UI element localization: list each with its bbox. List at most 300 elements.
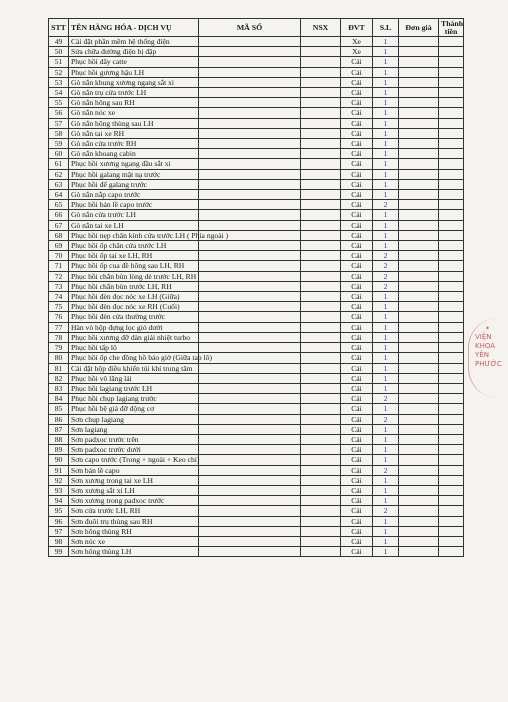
row-code bbox=[199, 118, 301, 128]
row-total bbox=[439, 475, 464, 485]
row-code bbox=[199, 292, 301, 302]
row-price bbox=[399, 281, 439, 291]
row-stt: 77 bbox=[49, 322, 69, 332]
row-sl: 1 bbox=[373, 57, 399, 67]
row-code bbox=[199, 322, 301, 332]
table-row bbox=[49, 98, 464, 108]
row-name: Gò nắn tai xe RH bbox=[69, 128, 199, 138]
row-name: Sơn lagiang bbox=[69, 424, 199, 434]
row-code bbox=[199, 159, 301, 169]
row-price bbox=[399, 57, 439, 67]
row-price bbox=[399, 302, 439, 312]
row-name: Sơn chụp lagiang bbox=[69, 414, 199, 424]
row-name: Phục hồi vô lăng lái bbox=[69, 373, 199, 383]
header-nsx: NSX bbox=[301, 19, 341, 37]
row-code bbox=[199, 363, 301, 373]
row-code bbox=[199, 445, 301, 455]
row-total bbox=[439, 322, 464, 332]
row-price bbox=[399, 363, 439, 373]
row-price bbox=[399, 332, 439, 342]
row-stt: 76 bbox=[49, 312, 69, 322]
row-name: Phục hồi bệ giá đỡ động cơ bbox=[69, 404, 199, 414]
row-code bbox=[199, 47, 301, 57]
row-dvt: Cái bbox=[341, 200, 373, 210]
row-dvt: Cái bbox=[341, 383, 373, 393]
row-name: Sửa chữa đường điện bị đập bbox=[69, 47, 199, 57]
table-row bbox=[49, 37, 464, 47]
row-dvt: Cái bbox=[341, 465, 373, 475]
row-stt: 81 bbox=[49, 363, 69, 373]
row-nsx bbox=[301, 404, 341, 414]
row-code bbox=[199, 57, 301, 67]
row-stt: 82 bbox=[49, 373, 69, 383]
row-sl: 1 bbox=[373, 67, 399, 77]
row-name: Gò nắn khoang cabin bbox=[69, 149, 199, 159]
row-dvt: Cái bbox=[341, 526, 373, 536]
row-nsx bbox=[301, 118, 341, 128]
row-stt: 67 bbox=[49, 220, 69, 230]
row-code bbox=[199, 414, 301, 424]
row-dvt: Cái bbox=[341, 353, 373, 363]
row-total bbox=[439, 179, 464, 189]
row-sl: 1 bbox=[373, 241, 399, 251]
row-total bbox=[439, 190, 464, 200]
table-row bbox=[49, 516, 464, 526]
table-row bbox=[49, 485, 464, 495]
row-stt: 57 bbox=[49, 118, 69, 128]
table-row bbox=[49, 343, 464, 353]
row-nsx bbox=[301, 485, 341, 495]
row-nsx bbox=[301, 465, 341, 475]
row-dvt: Xe bbox=[341, 47, 373, 57]
row-sl: 1 bbox=[373, 485, 399, 495]
row-nsx bbox=[301, 47, 341, 57]
row-nsx bbox=[301, 271, 341, 281]
row-nsx bbox=[301, 210, 341, 220]
row-sl: 1 bbox=[373, 98, 399, 108]
row-price bbox=[399, 404, 439, 414]
row-price bbox=[399, 37, 439, 47]
table-row bbox=[49, 322, 464, 332]
row-total bbox=[439, 526, 464, 536]
row-nsx bbox=[301, 88, 341, 98]
row-stt: 88 bbox=[49, 434, 69, 444]
row-total bbox=[439, 485, 464, 495]
row-name: Phục hồi ốp che đồng hồ báo giờ (Giữa tap lô) bbox=[69, 353, 199, 363]
row-nsx bbox=[301, 67, 341, 77]
row-total bbox=[439, 414, 464, 424]
row-code bbox=[199, 536, 301, 546]
row-price bbox=[399, 88, 439, 98]
row-nsx bbox=[301, 281, 341, 291]
row-dvt: Cái bbox=[341, 67, 373, 77]
red-stamp bbox=[468, 318, 508, 398]
row-nsx bbox=[301, 292, 341, 302]
row-nsx bbox=[301, 77, 341, 87]
table-row bbox=[49, 414, 464, 424]
row-price bbox=[399, 434, 439, 444]
row-nsx bbox=[301, 159, 341, 169]
table-row bbox=[49, 465, 464, 475]
table-row bbox=[49, 251, 464, 261]
row-dvt: Cái bbox=[341, 445, 373, 455]
row-price bbox=[399, 455, 439, 465]
row-sl: 1 bbox=[373, 496, 399, 506]
row-code bbox=[199, 200, 301, 210]
table-row bbox=[49, 88, 464, 98]
row-total bbox=[439, 465, 464, 475]
row-total bbox=[439, 281, 464, 291]
row-stt: 78 bbox=[49, 332, 69, 342]
header-total: Thành tiền bbox=[439, 19, 464, 37]
row-code bbox=[199, 383, 301, 393]
row-sl: 1 bbox=[373, 445, 399, 455]
row-stt: 79 bbox=[49, 343, 69, 353]
stamp-star-icon: ✶ bbox=[485, 325, 491, 332]
table-row bbox=[49, 506, 464, 516]
row-sl: 1 bbox=[373, 190, 399, 200]
row-dvt: Cái bbox=[341, 343, 373, 353]
row-name: Gò nắn cửa trước RH bbox=[69, 139, 199, 149]
row-sl: 2 bbox=[373, 271, 399, 281]
row-dvt: Cái bbox=[341, 57, 373, 67]
row-code bbox=[199, 210, 301, 220]
row-nsx bbox=[301, 496, 341, 506]
row-price bbox=[399, 496, 439, 506]
row-total bbox=[439, 128, 464, 138]
row-code bbox=[199, 353, 301, 363]
row-stt: 63 bbox=[49, 179, 69, 189]
row-total bbox=[439, 47, 464, 57]
row-name: Phục hồi đèn cửa thường trước bbox=[69, 312, 199, 322]
row-dvt: Cái bbox=[341, 485, 373, 495]
table-row bbox=[49, 190, 464, 200]
header-row bbox=[49, 19, 464, 37]
table-row bbox=[49, 271, 464, 281]
row-sl: 2 bbox=[373, 465, 399, 475]
table-row bbox=[49, 220, 464, 230]
row-nsx bbox=[301, 251, 341, 261]
row-total bbox=[439, 424, 464, 434]
row-price bbox=[399, 230, 439, 240]
row-sl: 1 bbox=[373, 210, 399, 220]
row-dvt: Cái bbox=[341, 118, 373, 128]
row-total bbox=[439, 149, 464, 159]
row-price bbox=[399, 169, 439, 179]
row-price bbox=[399, 536, 439, 546]
row-nsx bbox=[301, 475, 341, 485]
row-name: Sơn nóc xe bbox=[69, 536, 199, 546]
row-stt: 99 bbox=[49, 547, 69, 557]
row-price bbox=[399, 210, 439, 220]
row-stt: 86 bbox=[49, 414, 69, 424]
row-name: Sơn xương sắt xi LH bbox=[69, 485, 199, 495]
row-nsx bbox=[301, 373, 341, 383]
row-total bbox=[439, 445, 464, 455]
table-row bbox=[49, 373, 464, 383]
row-name: Sơn xương trong tai xe LH bbox=[69, 475, 199, 485]
row-nsx bbox=[301, 98, 341, 108]
row-nsx bbox=[301, 332, 341, 342]
row-name: Sơn bản lề capo bbox=[69, 465, 199, 475]
row-code bbox=[199, 37, 301, 47]
row-total bbox=[439, 353, 464, 363]
row-nsx bbox=[301, 37, 341, 47]
row-dvt: Cái bbox=[341, 230, 373, 240]
table-row bbox=[49, 57, 464, 67]
row-stt: 75 bbox=[49, 302, 69, 312]
row-price bbox=[399, 547, 439, 557]
row-price bbox=[399, 383, 439, 393]
row-stt: 70 bbox=[49, 251, 69, 261]
row-price bbox=[399, 485, 439, 495]
stamp-line-4: PHƯỚC bbox=[475, 360, 502, 368]
table-row bbox=[49, 149, 464, 159]
row-dvt: Cái bbox=[341, 220, 373, 230]
row-stt: 89 bbox=[49, 445, 69, 455]
row-code bbox=[199, 506, 301, 516]
row-stt: 51 bbox=[49, 57, 69, 67]
row-price bbox=[399, 159, 439, 169]
row-nsx bbox=[301, 526, 341, 536]
row-price bbox=[399, 128, 439, 138]
row-sl: 1 bbox=[373, 179, 399, 189]
row-sl: 1 bbox=[373, 169, 399, 179]
table-row bbox=[49, 292, 464, 302]
row-dvt: Cái bbox=[341, 281, 373, 291]
row-price bbox=[399, 271, 439, 281]
row-code bbox=[199, 220, 301, 230]
row-sl: 2 bbox=[373, 414, 399, 424]
row-name: Sơn cửa trước LH, RH bbox=[69, 506, 199, 516]
row-sl: 1 bbox=[373, 47, 399, 57]
table-row bbox=[49, 230, 464, 240]
row-total bbox=[439, 271, 464, 281]
row-name: Phục hồi đế galang trước bbox=[69, 179, 199, 189]
row-stt: 93 bbox=[49, 485, 69, 495]
row-nsx bbox=[301, 343, 341, 353]
row-total bbox=[439, 241, 464, 251]
row-total bbox=[439, 251, 464, 261]
row-name: Gò nắn nóc xe bbox=[69, 108, 199, 118]
row-total bbox=[439, 363, 464, 373]
row-price bbox=[399, 47, 439, 57]
row-dvt: Cái bbox=[341, 373, 373, 383]
row-total bbox=[439, 434, 464, 444]
row-stt: 65 bbox=[49, 200, 69, 210]
row-name: Phục hồi bản lề capo trước bbox=[69, 200, 199, 210]
row-sl: 1 bbox=[373, 118, 399, 128]
row-stt: 92 bbox=[49, 475, 69, 485]
row-code bbox=[199, 281, 301, 291]
row-sl: 1 bbox=[373, 220, 399, 230]
table-row bbox=[49, 139, 464, 149]
row-total bbox=[439, 292, 464, 302]
row-total bbox=[439, 394, 464, 404]
table-row bbox=[49, 394, 464, 404]
row-code bbox=[199, 139, 301, 149]
row-nsx bbox=[301, 139, 341, 149]
row-stt: 64 bbox=[49, 190, 69, 200]
row-nsx bbox=[301, 128, 341, 138]
row-nsx bbox=[301, 414, 341, 424]
row-name: Sơn xương trong padxoc trước bbox=[69, 496, 199, 506]
row-price bbox=[399, 200, 439, 210]
row-stt: 54 bbox=[49, 88, 69, 98]
row-dvt: Cái bbox=[341, 547, 373, 557]
row-nsx bbox=[301, 445, 341, 455]
row-total bbox=[439, 200, 464, 210]
row-stt: 74 bbox=[49, 292, 69, 302]
row-total bbox=[439, 57, 464, 67]
row-total bbox=[439, 383, 464, 393]
row-name: Gò nắn tai xe LH bbox=[69, 220, 199, 230]
header-dvt: ĐVT bbox=[341, 19, 373, 37]
row-stt: 87 bbox=[49, 424, 69, 434]
header-price: Đơn giá bbox=[399, 19, 439, 37]
header-code: MÃ SỐ bbox=[199, 19, 301, 37]
row-code bbox=[199, 179, 301, 189]
row-nsx bbox=[301, 302, 341, 312]
row-total bbox=[439, 343, 464, 353]
row-name: Gò nắn trụ cửa trước LH bbox=[69, 88, 199, 98]
row-total bbox=[439, 98, 464, 108]
row-code bbox=[199, 261, 301, 271]
row-name: Phục hồi xương đỡ dàn giải nhiệt turbo bbox=[69, 332, 199, 342]
row-price bbox=[399, 445, 439, 455]
row-sl: 1 bbox=[373, 108, 399, 118]
stamp-line-2: KHOA bbox=[475, 342, 496, 350]
row-code bbox=[199, 424, 301, 434]
row-dvt: Cái bbox=[341, 414, 373, 424]
row-price bbox=[399, 261, 439, 271]
row-name: Sơn padxoc trước trên bbox=[69, 434, 199, 444]
row-sl: 1 bbox=[373, 332, 399, 342]
row-code bbox=[199, 67, 301, 77]
row-name: Gò nắn khung xương ngang sắt xi bbox=[69, 77, 199, 87]
row-name: Sơn hông thùng RH bbox=[69, 526, 199, 536]
row-total bbox=[439, 261, 464, 271]
row-nsx bbox=[301, 149, 341, 159]
row-sl: 1 bbox=[373, 455, 399, 465]
row-code bbox=[199, 302, 301, 312]
row-price bbox=[399, 516, 439, 526]
row-sl: 2 bbox=[373, 261, 399, 271]
row-name: Hàn vỏ hộp đựng lọc gió dưới bbox=[69, 322, 199, 332]
row-dvt: Cái bbox=[341, 322, 373, 332]
row-price bbox=[399, 292, 439, 302]
row-code bbox=[199, 404, 301, 414]
row-price bbox=[399, 118, 439, 128]
row-stt: 66 bbox=[49, 210, 69, 220]
row-dvt: Cái bbox=[341, 77, 373, 87]
table-row bbox=[49, 128, 464, 138]
row-nsx bbox=[301, 108, 341, 118]
row-total bbox=[439, 536, 464, 546]
row-total bbox=[439, 455, 464, 465]
table-row bbox=[49, 363, 464, 373]
row-sl: 1 bbox=[373, 373, 399, 383]
row-dvt: Cái bbox=[341, 241, 373, 251]
table-row bbox=[49, 312, 464, 322]
row-price bbox=[399, 465, 439, 475]
row-total bbox=[439, 77, 464, 87]
row-nsx bbox=[301, 363, 341, 373]
row-code bbox=[199, 343, 301, 353]
row-price bbox=[399, 251, 439, 261]
table-row bbox=[49, 118, 464, 128]
row-total bbox=[439, 220, 464, 230]
table-row bbox=[49, 475, 464, 485]
row-sl: 1 bbox=[373, 139, 399, 149]
row-nsx bbox=[301, 353, 341, 363]
row-code bbox=[199, 190, 301, 200]
row-sl: 1 bbox=[373, 77, 399, 87]
row-stt: 50 bbox=[49, 47, 69, 57]
row-stt: 56 bbox=[49, 108, 69, 118]
row-code bbox=[199, 271, 301, 281]
row-name: Gò nắn hông thùng sau LH bbox=[69, 118, 199, 128]
row-dvt: Cái bbox=[341, 404, 373, 414]
row-stt: 96 bbox=[49, 516, 69, 526]
row-stt: 55 bbox=[49, 98, 69, 108]
table-row bbox=[49, 210, 464, 220]
row-total bbox=[439, 496, 464, 506]
row-stt: 84 bbox=[49, 394, 69, 404]
row-sl: 2 bbox=[373, 251, 399, 261]
table-row bbox=[49, 536, 464, 546]
row-dvt: Xe bbox=[341, 37, 373, 47]
row-nsx bbox=[301, 506, 341, 516]
row-price bbox=[399, 394, 439, 404]
row-sl: 1 bbox=[373, 424, 399, 434]
row-price bbox=[399, 506, 439, 516]
row-sl: 1 bbox=[373, 343, 399, 353]
row-stt: 71 bbox=[49, 261, 69, 271]
row-dvt: Cái bbox=[341, 271, 373, 281]
row-nsx bbox=[301, 169, 341, 179]
row-total bbox=[439, 332, 464, 342]
row-stt: 97 bbox=[49, 526, 69, 536]
row-price bbox=[399, 343, 439, 353]
row-nsx bbox=[301, 424, 341, 434]
row-sl: 2 bbox=[373, 394, 399, 404]
row-nsx bbox=[301, 261, 341, 271]
row-price bbox=[399, 149, 439, 159]
row-stt: 61 bbox=[49, 159, 69, 169]
row-stt: 59 bbox=[49, 139, 69, 149]
row-stt: 83 bbox=[49, 383, 69, 393]
row-price bbox=[399, 220, 439, 230]
row-name: Phục hồi galang mặt nạ trước bbox=[69, 169, 199, 179]
row-stt: 95 bbox=[49, 506, 69, 516]
table-row bbox=[49, 547, 464, 557]
row-code bbox=[199, 455, 301, 465]
row-nsx bbox=[301, 383, 341, 393]
row-dvt: Cái bbox=[341, 496, 373, 506]
row-price bbox=[399, 98, 439, 108]
row-stt: 52 bbox=[49, 67, 69, 77]
row-total bbox=[439, 547, 464, 557]
row-price bbox=[399, 312, 439, 322]
row-nsx bbox=[301, 312, 341, 322]
table-row bbox=[49, 241, 464, 251]
row-sl: 1 bbox=[373, 516, 399, 526]
row-price bbox=[399, 179, 439, 189]
row-name: Phục hồi ốp chân cửa trước LH bbox=[69, 241, 199, 251]
row-name: Phục hồi đèn đọc nóc xe RH (Cuối) bbox=[69, 302, 199, 312]
row-name: Phục hồi ốp cua đề hông sau LH, RH bbox=[69, 261, 199, 271]
